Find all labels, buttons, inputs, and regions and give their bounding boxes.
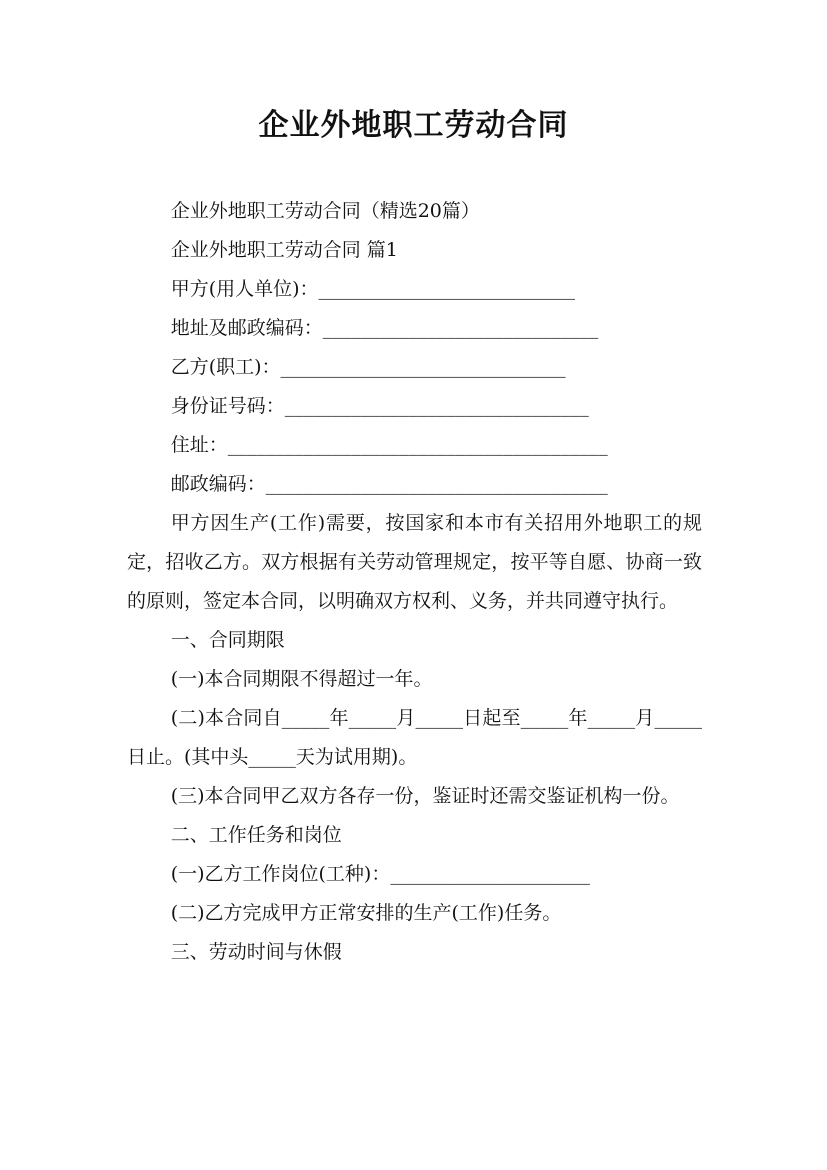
intro-paragraph: 甲方因生产(工作)需要，按国家和本市有关招用外地职工的规定，招收乙方。双方根据有关劳动管理规定，按平等自愿、协商一致的原则，签定本合同，以明确双方权利、义务，并共同遵守执行。 (127, 512, 702, 612)
section-heading: 企业外地职工劳动合同 篇1 (170, 239, 398, 261)
item2-text-f: 月 (635, 707, 655, 729)
probation-days-blank: _____ (248, 746, 296, 768)
item2-text-h: 天为试用期)。 (295, 746, 418, 768)
address-field (127, 309, 702, 348)
start-day-blank: _____ (415, 707, 463, 729)
postcode-field (127, 465, 702, 504)
section1-item3: (三)本合同甲乙双方各存一份，鉴证时还需交鉴证机构一份。 (170, 785, 680, 807)
section1-heading: 一、合同期限 (170, 629, 285, 651)
item2-text-c: 月 (396, 707, 416, 729)
party-a-field (127, 270, 702, 309)
address-label: 地址及邮政编码： (170, 317, 323, 339)
section1-item1: (一)本合同期限不得超过一年。 (170, 668, 433, 690)
job-position-blank: _____________________ (390, 863, 590, 885)
section2-item2: (二)乙方完成甲方正常安排的生产(工作)任务。 (170, 902, 562, 924)
item2-text-g: 日止。(其中头 (127, 746, 249, 768)
end-day-blank: _____ (654, 707, 702, 729)
party-b-field (127, 348, 702, 387)
end-year-blank: _____ (520, 707, 569, 729)
residence-blank: ________________________________________ (227, 434, 608, 456)
postcode-label: 邮政编码： (170, 473, 266, 495)
party-a-label: 甲方(用人单位)： (170, 278, 319, 300)
postcode-blank: ____________________________________ (265, 473, 608, 495)
job-position-label: (一)乙方工作岗位(工种)： (170, 863, 391, 885)
item2-text-b: 年 (329, 707, 349, 729)
section3-heading: 三、劳动时间与休假 (170, 941, 342, 963)
end-month-blank: _____ (587, 707, 636, 729)
id-number-blank: ________________________________ (284, 395, 589, 417)
document-title: 企业外地职工劳动合同 (258, 108, 569, 143)
residence-field (127, 426, 702, 465)
address-blank: _____________________________ (322, 317, 599, 339)
item2-text-a: (二)本合同自 (170, 707, 282, 729)
start-month-blank: _____ (348, 707, 397, 729)
start-year-blank: _____ (281, 707, 330, 729)
item2-text-d: 日起至 (463, 707, 521, 729)
document-body (127, 192, 702, 972)
party-b-label: 乙方(职工)： (170, 356, 281, 378)
party-b-blank: ______________________________ (280, 356, 566, 378)
party-a-blank: ___________________________ (318, 278, 576, 300)
section1-item2 (127, 699, 702, 777)
id-number-field (127, 387, 702, 426)
section2-item1 (127, 855, 702, 894)
residence-label: 住址： (170, 434, 228, 456)
section2-heading: 二、工作任务和岗位 (170, 824, 342, 846)
subtitle: 企业外地职工劳动合同（精选20篇） (170, 200, 480, 222)
item2-text-e: 年 (568, 707, 588, 729)
id-number-label: 身份证号码： (170, 395, 285, 417)
